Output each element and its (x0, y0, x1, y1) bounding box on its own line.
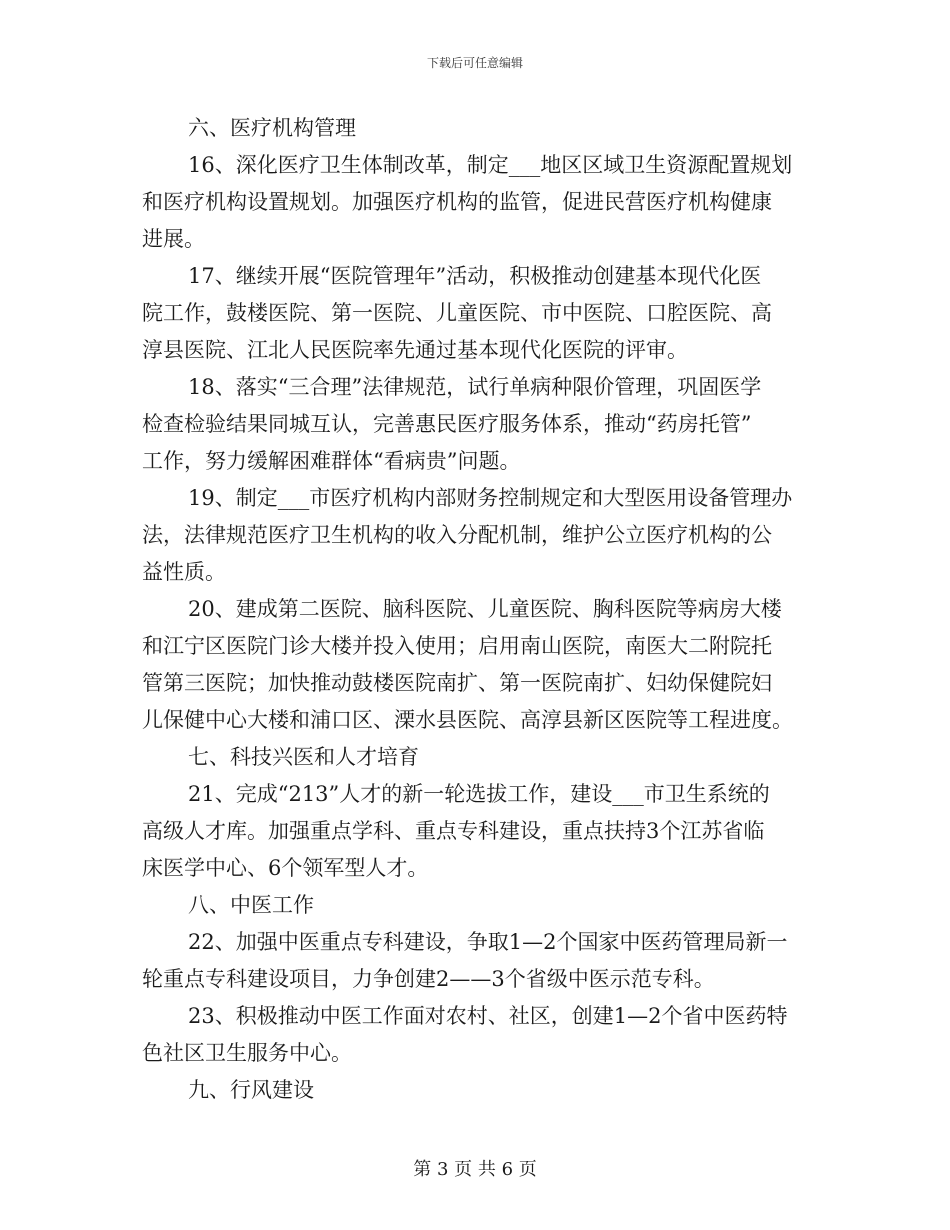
paragraph-line: 20、建成第二医院、脑科医院、儿童医院、胸科医院等病房大楼 (188, 597, 782, 621)
paragraph-line: 23、积极推动中医工作面对农村、社区，创建1—2个省中医药特 (188, 1004, 788, 1028)
section-heading: 七、科技兴医和人才培育 (188, 745, 419, 769)
paragraph-line: 床医学中心、6个领军型人才。 (142, 856, 429, 880)
paragraph-line: 16、深化医疗卫生体制改革，制定___地区区域卫生资源配置规划 (188, 153, 793, 177)
page-header-note: 下载后可任意编辑 (426, 56, 523, 70)
paragraph-line: 17、继续开展“医院管理年”活动，积极推动创建基本现代化医 (188, 264, 762, 288)
paragraph-line: 法，法律规范医疗卫生机构的收入分配机制，维护公立医疗机构的公 (142, 523, 772, 547)
paragraph-line: 色社区卫生服务中心。 (142, 1041, 352, 1065)
section-heading: 九、行风建设 (188, 1078, 314, 1102)
paragraph-line: 儿保健中心大楼和浦口区、溧水县医院、高淳县新区医院等工程进度。 (142, 708, 793, 732)
paragraph-line: 益性质。 (142, 560, 226, 584)
paragraph-line: 21、完成“213”人才的新一轮选拔工作，建设___市卫生系统的 (188, 782, 770, 806)
paragraph-line: 19、制定___市医疗机构内部财务控制规定和大型医用设备管理办 (188, 486, 793, 510)
paragraph-line: 22、加强中医重点专科建设，争取1—2个国家中医药管理局新一 (188, 930, 788, 954)
document-body (142, 110, 810, 1109)
section-heading: 八、中医工作 (188, 893, 314, 917)
paragraph-line: 淳县医院、江北人民医院率先通过基本现代化医院的评审。 (142, 338, 688, 362)
paragraph-line: 轮重点专科建设项目，力争创建2——3个省级中医示范专科。 (142, 967, 715, 991)
paragraph-line: 工作，努力缓解困难群体“看病贵”问题。 (142, 449, 521, 473)
page-number: 第 3 页 共 6 页 (413, 1159, 537, 1180)
paragraph-line: 进展。 (142, 227, 205, 251)
paragraph-line: 高级人才库。加强重点学科、重点专科建设，重点扶持3个江苏省临 (142, 819, 765, 843)
paragraph-line: 院工作，鼓楼医院、第一医院、儿童医院、市中医院、口腔医院、高 (142, 301, 772, 325)
paragraph-line: 和江宁区医院门诊大楼并投入使用；启用南山医院，南医大二附院托 (142, 634, 772, 658)
paragraph-line: 和医疗机构设置规划。加强医疗机构的监管，促进民营医疗机构健康 (142, 190, 772, 214)
section-heading: 六、医疗机构管理 (188, 116, 356, 140)
paragraph-line: 18、落实“三合理”法律规范，试行单病种限价管理，巩固医学 (188, 375, 762, 399)
paragraph-line: 管第三医院；加快推动鼓楼医院南扩、第一医院南扩、妇幼保健院妇 (142, 671, 772, 695)
paragraph-line: 检查检验结果同城互认，完善惠民医疗服务体系，推动“药房托管” (142, 412, 752, 436)
